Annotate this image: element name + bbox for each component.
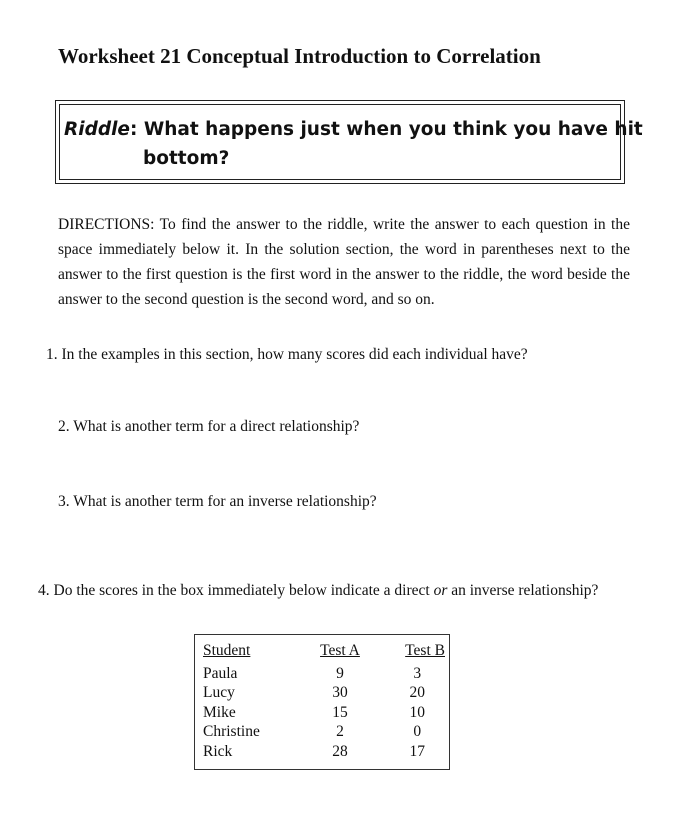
riddle-box <box>55 100 643 184</box>
question-2: 2. What is another term for a direct relationship? <box>58 418 360 435</box>
table-row <box>203 742 449 762</box>
question-4 <box>38 578 634 603</box>
student-name: Paula <box>203 664 238 682</box>
test-a-score: 28 <box>332 742 348 760</box>
test-a-score: 2 <box>336 723 344 740</box>
table-row <box>203 683 449 703</box>
question-4-emphasis: or <box>433 582 448 599</box>
test-b-score: 20 <box>409 684 426 701</box>
test-b-score: 17 <box>409 742 426 760</box>
student-name: Christine <box>203 723 260 740</box>
table-row <box>203 664 449 684</box>
table-row <box>203 722 449 742</box>
header-test-a: Test A <box>320 642 360 659</box>
score-table <box>203 641 449 761</box>
riddle-question: What happens just when you think you have hit bottom? <box>143 119 643 169</box>
riddle-text: Riddle: What happens just when you think you have hit bottom? <box>64 119 643 169</box>
question-4-text-end: an inverse relationship? <box>447 582 599 599</box>
worksheet-title: Worksheet 21 Conceptual Introduction to Correlation <box>58 44 541 68</box>
student-name: Mike <box>203 703 236 721</box>
directions-paragraph: DIRECTIONS: To find the answer to the riddle, write the answer to each question in the space immediately below it. In the solution section, the word in parentheses next to the answer to the first question is the first word in the answer to the riddle, the word beside the answer to the second question is the second word, and so on. <box>58 216 630 308</box>
student-name: Lucy <box>203 684 235 701</box>
test-b-score: 3 <box>413 664 422 682</box>
question-3: 3. What is another term for an inverse relationship? <box>58 493 377 510</box>
header-test-b: Test B <box>405 642 445 659</box>
question-1: 1. In the examples in this section, how many scores did each individual have? <box>46 346 528 363</box>
question-4-text-start: 4. Do the scores in the box immediately below indicate a direct <box>38 582 434 599</box>
test-b-score: 10 <box>409 703 426 721</box>
test-a-score: 30 <box>332 684 348 701</box>
table-row <box>203 703 449 723</box>
score-table-header-row <box>203 641 449 664</box>
student-name: Rick <box>203 742 233 760</box>
test-a-score: 15 <box>332 703 348 721</box>
riddle-label: Riddle <box>64 119 130 140</box>
test-a-score: 9 <box>336 664 344 682</box>
test-b-score: 0 <box>413 723 422 740</box>
score-box <box>194 634 450 770</box>
header-student: Student <box>203 642 251 659</box>
